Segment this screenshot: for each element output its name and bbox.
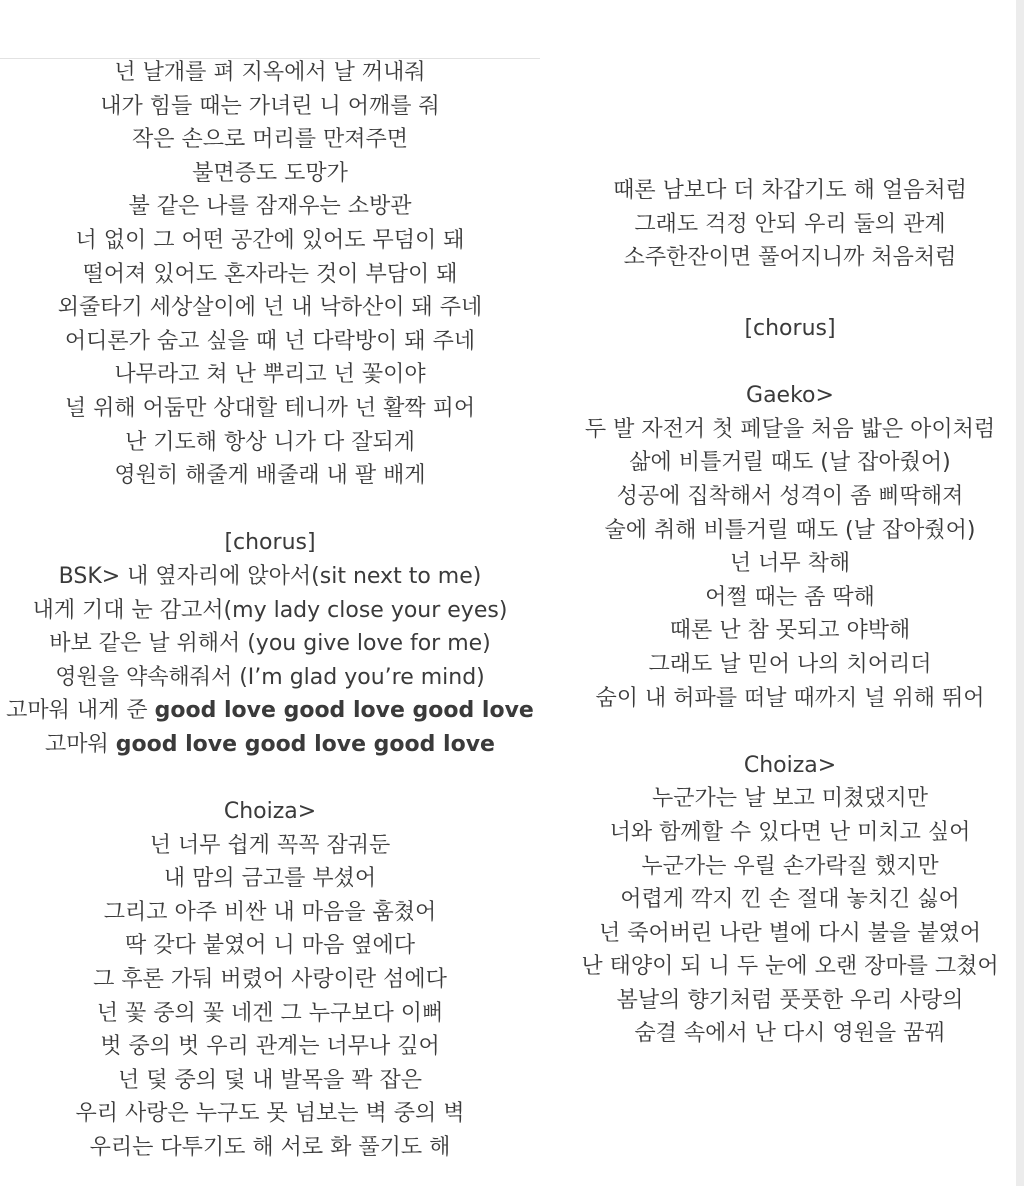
lyric-line: 내 맘의 금고를 부셨어 [163, 866, 377, 892]
lyric-line: 작은 손으로 머리를 만져주면 [131, 127, 408, 153]
lyric-line: 넌 죽어버린 나란 별에 다시 불을 붙였어 [599, 920, 981, 946]
lyric-line: 성공에 집착해서 성격이 좀 삐딱해져 [616, 483, 964, 509]
good-love-refrain: good love good love good love [115, 731, 495, 757]
choiza-block [0, 829, 540, 1165]
lyric-line: 그래도 걱정 안되 우리 둘의 관계 [634, 211, 946, 237]
lyric-line: 영원히 해줄게 배줄래 내 팔 배게 [114, 463, 426, 489]
lyric-line: 너 없이 그 어떤 공간에 있어도 무덤이 돼 [75, 227, 465, 253]
right-intro-block [540, 174, 1024, 275]
lyric-line: 숨결 속에서 난 다시 영원을 꿈꿔 [634, 1021, 946, 1047]
lyric-line: 소주한잔이면 풀어지니까 처음처럼 [623, 245, 957, 271]
lyric-line: 외줄타기 세상살이에 넌 내 낙하산이 돼 주네 [57, 295, 483, 321]
left-lyrics-column [0, 56, 540, 1165]
lyric-line: 넌 너무 착해 [729, 551, 851, 577]
lyric-line: 어디론가 숨고 싶을 때 넌 다락방이 돼 주네 [64, 328, 476, 354]
lyric-line: 그리고 아주 비싼 내 마음을 훔쳤어 [103, 899, 437, 925]
lyric-line: 내게 기대 눈 감고서(my lady close your eyes) [32, 597, 508, 623]
lyric-line: 널 위해 어둠만 상대할 테니까 넌 활짝 피어 [64, 395, 476, 421]
lyric-line: 어쩔 때는 좀 딱해 [705, 584, 875, 610]
thanks-line [0, 728, 540, 762]
lyric-line: 나무라고 쳐 난 뿌리고 넌 꽃이야 [114, 362, 426, 388]
lyric-line: 누군가는 우릴 손가락질 했지만 [641, 853, 939, 879]
chorus-label: [chorus] [744, 316, 836, 341]
lyric-line: 그 후론 가둬 버렸어 사랑이란 섬에다 [93, 967, 447, 993]
speaker-label-choiza: Choiza> [743, 752, 837, 778]
stanza-gap [0, 493, 540, 527]
lyric-line: 두 발 자전거 첫 페달을 처음 밟은 아이처럼 [584, 416, 996, 442]
bsk-block [0, 560, 540, 762]
lyric-line: 내가 힘들 때는 가녀린 니 어깨를 줘 [100, 93, 440, 119]
lyric-line: 어렵게 깍지 낀 손 절대 놓치긴 싫어 [620, 887, 960, 913]
speaker-label-choiza: Choiza> [223, 799, 317, 825]
lyric-line: 때론 난 참 못되고 야박해 [669, 618, 911, 644]
lyric-line: 불면증도 도망가 [192, 160, 348, 186]
lyric-line: 삶에 비틀거릴 때도 (날 잡아줬어) [629, 450, 951, 476]
lyric-line: 우리 사랑은 누구도 못 넘보는 벽 중의 벽 [75, 1101, 465, 1127]
lyric-line: 봄날의 향기처럼 풋풋한 우리 사랑의 [616, 987, 964, 1013]
stanza-gap [0, 761, 540, 795]
lyric-line: 우리는 다투기도 해 서로 화 풀기도 해 [89, 1135, 451, 1160]
thanks-line [0, 694, 540, 728]
lyric-line: 너와 함께할 수 있다면 난 미치고 싶어 [609, 819, 971, 845]
lyric-line: 숨이 내 허파를 떠날 때까지 널 위해 뛰어 [595, 685, 985, 711]
gaeko-block [540, 413, 1024, 715]
lyric-line: 넌 너무 쉽게 꼭꼭 잠궈둔 [149, 832, 391, 858]
thanks-prefix: 고마워 [45, 731, 116, 757]
lyric-line: 바보 같은 날 위해서 (you give love for me) [49, 631, 491, 657]
lyric-line: 누군가는 날 보고 미쳤댔지만 [651, 786, 928, 812]
lyric-line: 떨어져 있어도 혼자라는 것이 부담이 돼 [82, 261, 458, 287]
lyric-line: 넌 날개를 펴 지옥에서 날 꺼내줘 [114, 60, 426, 85]
lyric-line: 넌 덫 중의 덫 내 발목을 꽉 잡은 [118, 1067, 422, 1093]
good-love-refrain: good love good love good love [154, 698, 534, 724]
verse-block [0, 56, 540, 493]
choiza-block [540, 782, 1024, 1051]
lyric-line: 영원을 약속해줘서 (I’m glad you’re mind) [55, 664, 485, 690]
stanza-gap [540, 715, 1024, 749]
thanks-prefix: 고마워 내게 준 [6, 698, 155, 724]
lyric-line: BSK> 내 옆자리에 앉아서(sit next to me) [58, 563, 482, 589]
lyric-line: 벗 중의 벗 우리 관계는 너무나 깊어 [100, 1034, 440, 1060]
stanza-gap [540, 346, 1024, 380]
speaker-label-gaeko: Gaeko> [746, 383, 834, 409]
lyric-line: 난 태양이 되 니 두 눈에 오랜 장마를 그쳤어 [581, 954, 999, 980]
lyric-line: 난 기도해 항상 니가 다 잘되게 [125, 429, 415, 455]
lyric-line: 그래도 날 믿어 나의 치어리더 [648, 651, 932, 677]
lyric-line: 불 같은 나를 잠재우는 소방관 [128, 194, 412, 220]
lyric-line: 넌 꽃 중의 꽃 네겐 그 누구보다 이뻐 [96, 1000, 444, 1026]
lyric-line: 딱 갖다 붙였어 니 마음 옆에다 [125, 933, 415, 959]
right-lyrics-column [540, 312, 1024, 1051]
lyric-line: 때론 남보다 더 차갑기도 해 얼음처럼 [613, 178, 967, 203]
lyric-line: 술에 취해 비틀거릴 때도 (날 잡아줬어) [604, 517, 976, 543]
chorus-label: [chorus] [224, 530, 316, 556]
